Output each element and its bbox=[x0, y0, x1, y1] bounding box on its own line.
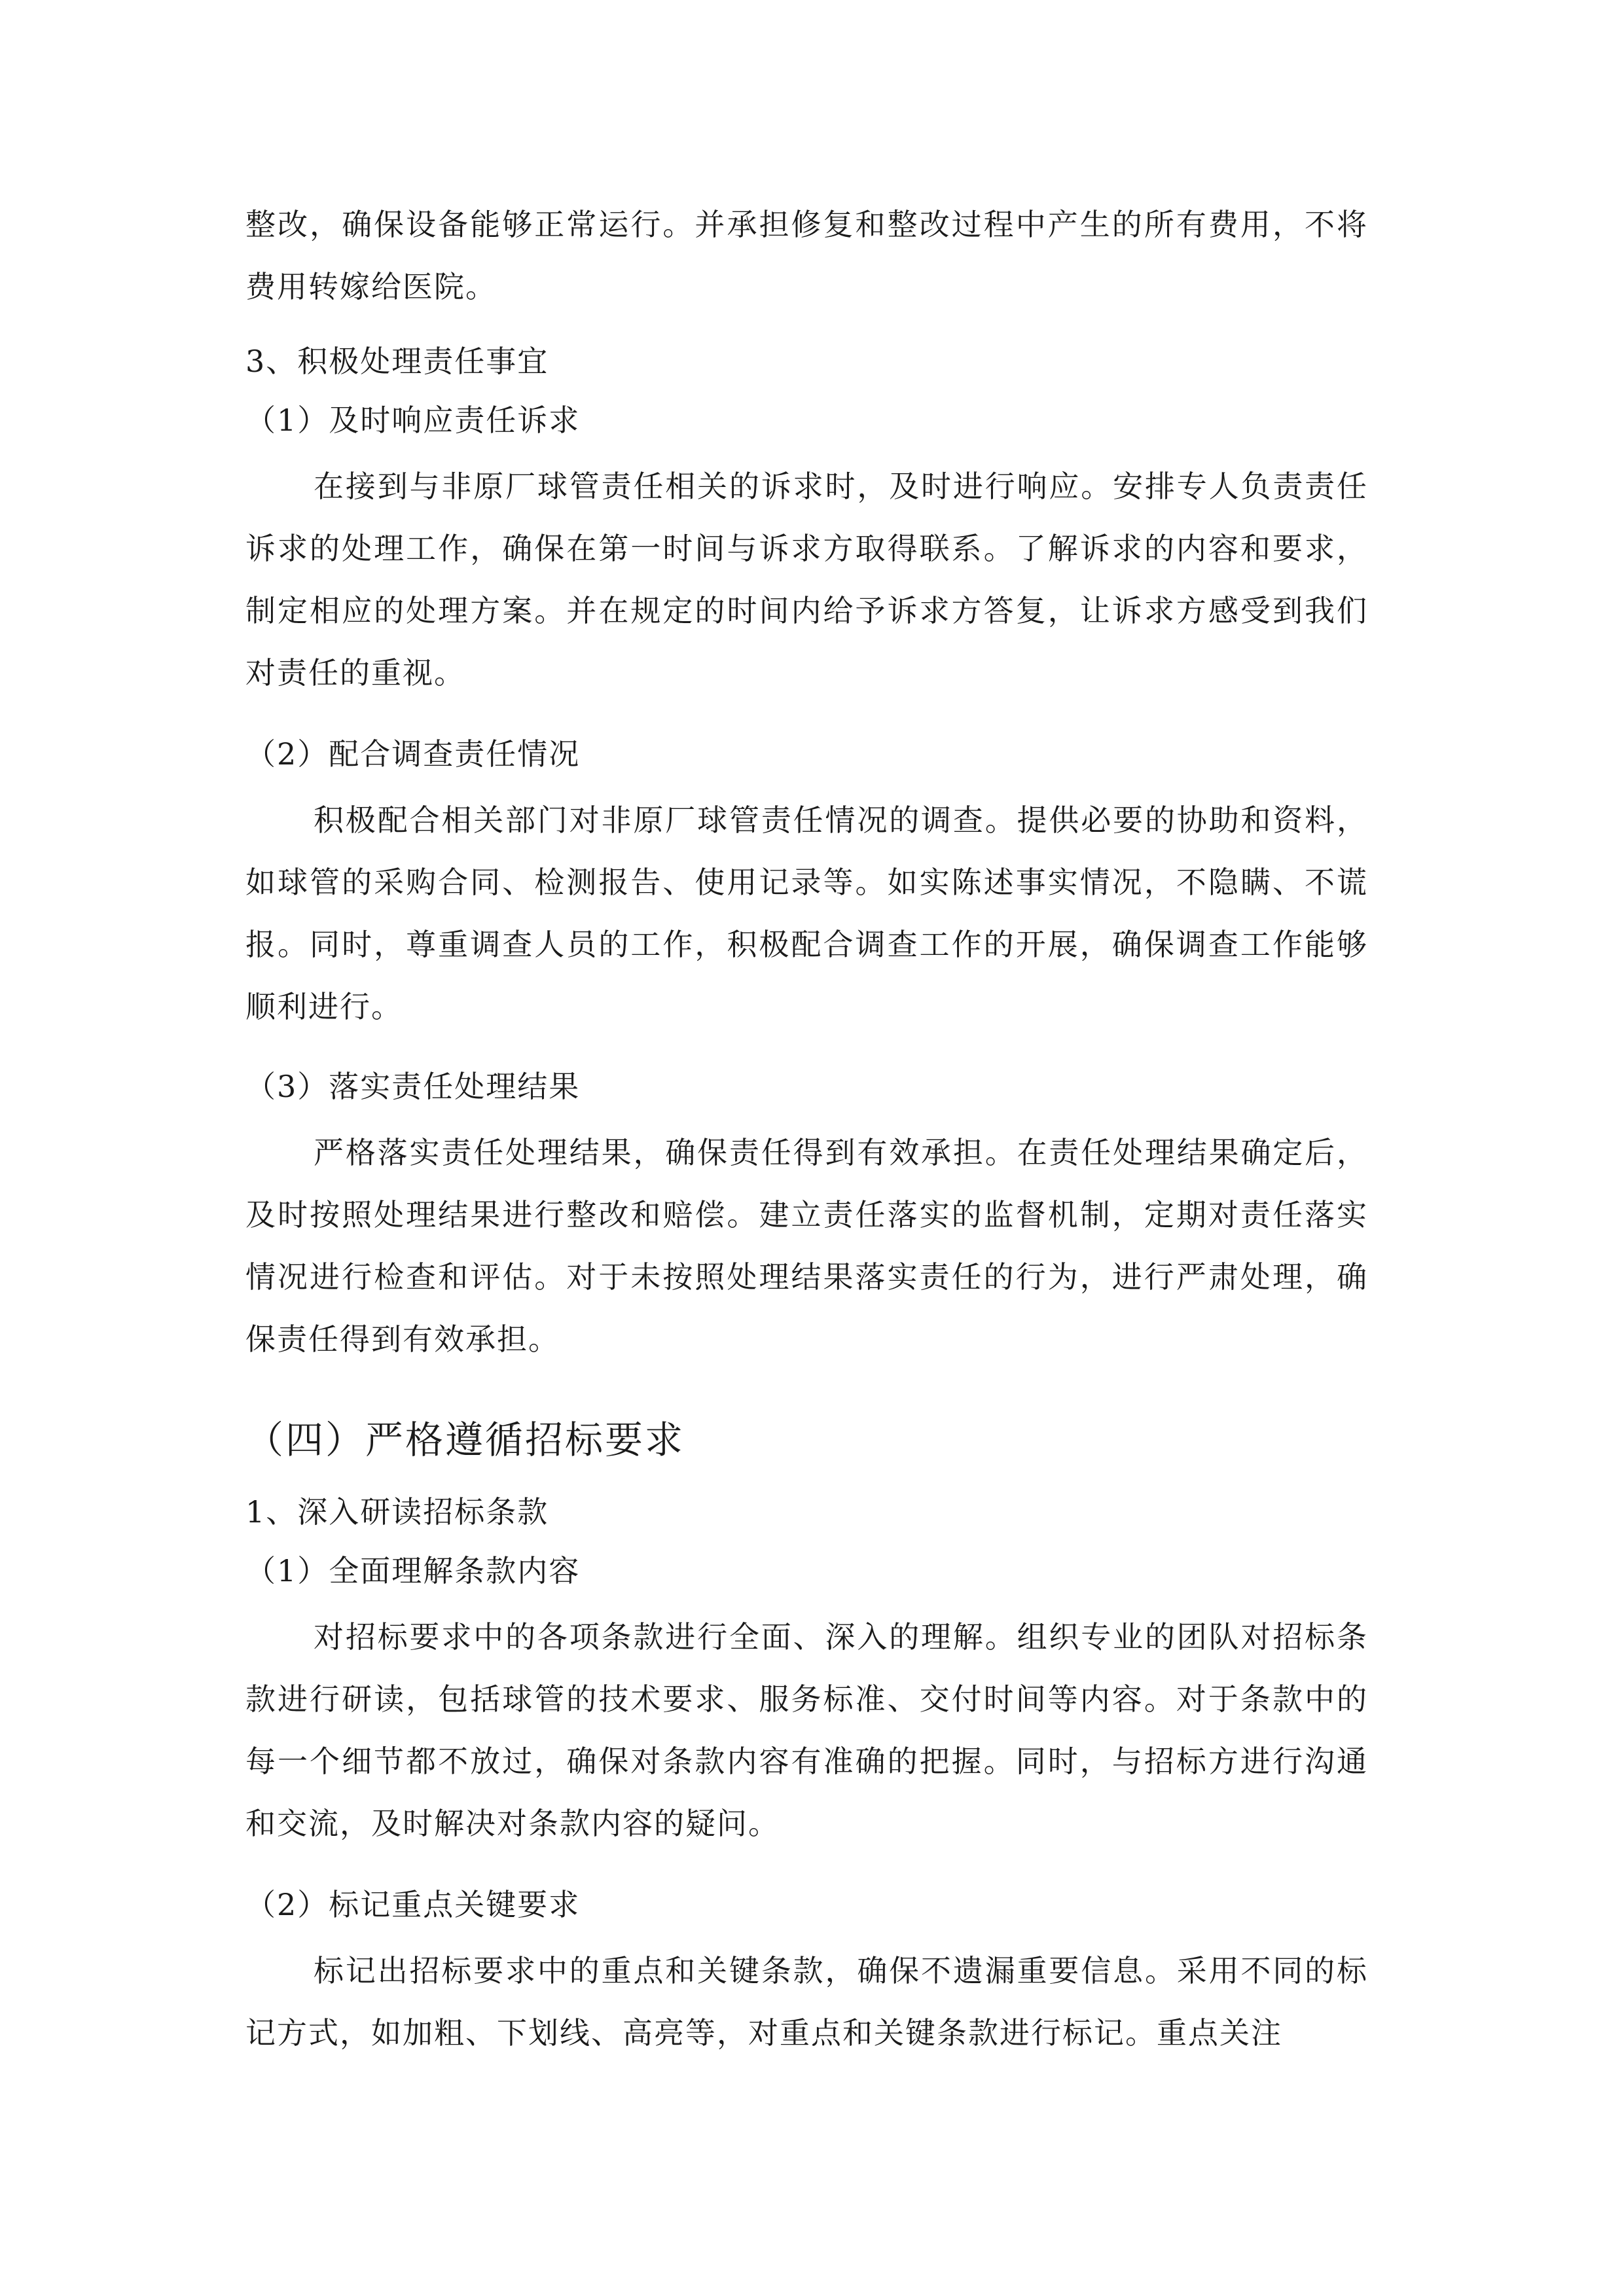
chapter-heading-4: （四）严格遵循招标要求 bbox=[245, 1418, 685, 1462]
subsection-body-4: 对招标要求中的各项条款进行全面、深入的理解。组织专业的团队对招标条款进行研读，包括球管的技术要求、服务标准、交付时间等内容。对于条款中的每一个细节都不放过，确保对条款内容有准确的把握。同时，与招标方进行沟通和交流，及时解决对条款内容的疑问。 bbox=[245, 1619, 1368, 1841]
subsection-body-3: 严格落实责任处理结果，确保责任得到有效承担。在责任处理结果确定后，及时按照处理结果进行整改和赔偿。建立责任落实的监督机制，定期对责任落实情况进行检查和评估。对于未按照处理结果落实责任的行为，进行严肃处理，确保责任得到有效承担。 bbox=[245, 1135, 1368, 1357]
continuation-paragraph: 整改，确保设备能够正常运行。并承担修复和整改过程中产生的所有费用，不将费用转嫁给医院。 bbox=[245, 207, 1368, 304]
subsection-heading-5: （2）标记重点关键要求 bbox=[245, 1887, 581, 1922]
subsection-body-1: 在接到与非原厂球管责任相关的诉求时，及时进行响应。安排专人负责责任诉求的处理工作，确保在第一时间与诉求方取得联系。了解诉求的内容和要求，制定相应的处理方案。并在规定的时间内给予诉求方答复，让诉求方感受到我们对责任的重视。 bbox=[245, 469, 1368, 691]
subsection-heading-3: （3）落实责任处理结果 bbox=[245, 1069, 581, 1104]
subsection-heading-2: （2）配合调查责任情况 bbox=[245, 736, 581, 772]
section-heading-3: 3、积极处理责任事宜 bbox=[245, 344, 549, 379]
subsection-heading-4: （1）全面理解条款内容 bbox=[245, 1553, 581, 1588]
subsection-body-5: 标记出招标要求中的重点和关键条款，确保不遗漏重要信息。采用不同的标记方式，如加粗、下划线、高亮等，对重点和关键条款进行标记。重点关注 bbox=[245, 1953, 1368, 2051]
subsection-body-2: 积极配合相关部门对非原厂球管责任情况的调查。提供必要的协助和资料，如球管的采购合同、检测报告、使用记录等。如实陈述事实情况，不隐瞒、不谎报。同时，尊重调查人员的工作，积极配合调查工作的开展，确保调查工作能够顺利进行。 bbox=[245, 802, 1368, 1024]
section-heading-1: 1、深入研读招标条款 bbox=[245, 1494, 549, 1530]
subsection-heading-1: （1）及时响应责任诉求 bbox=[245, 403, 581, 438]
